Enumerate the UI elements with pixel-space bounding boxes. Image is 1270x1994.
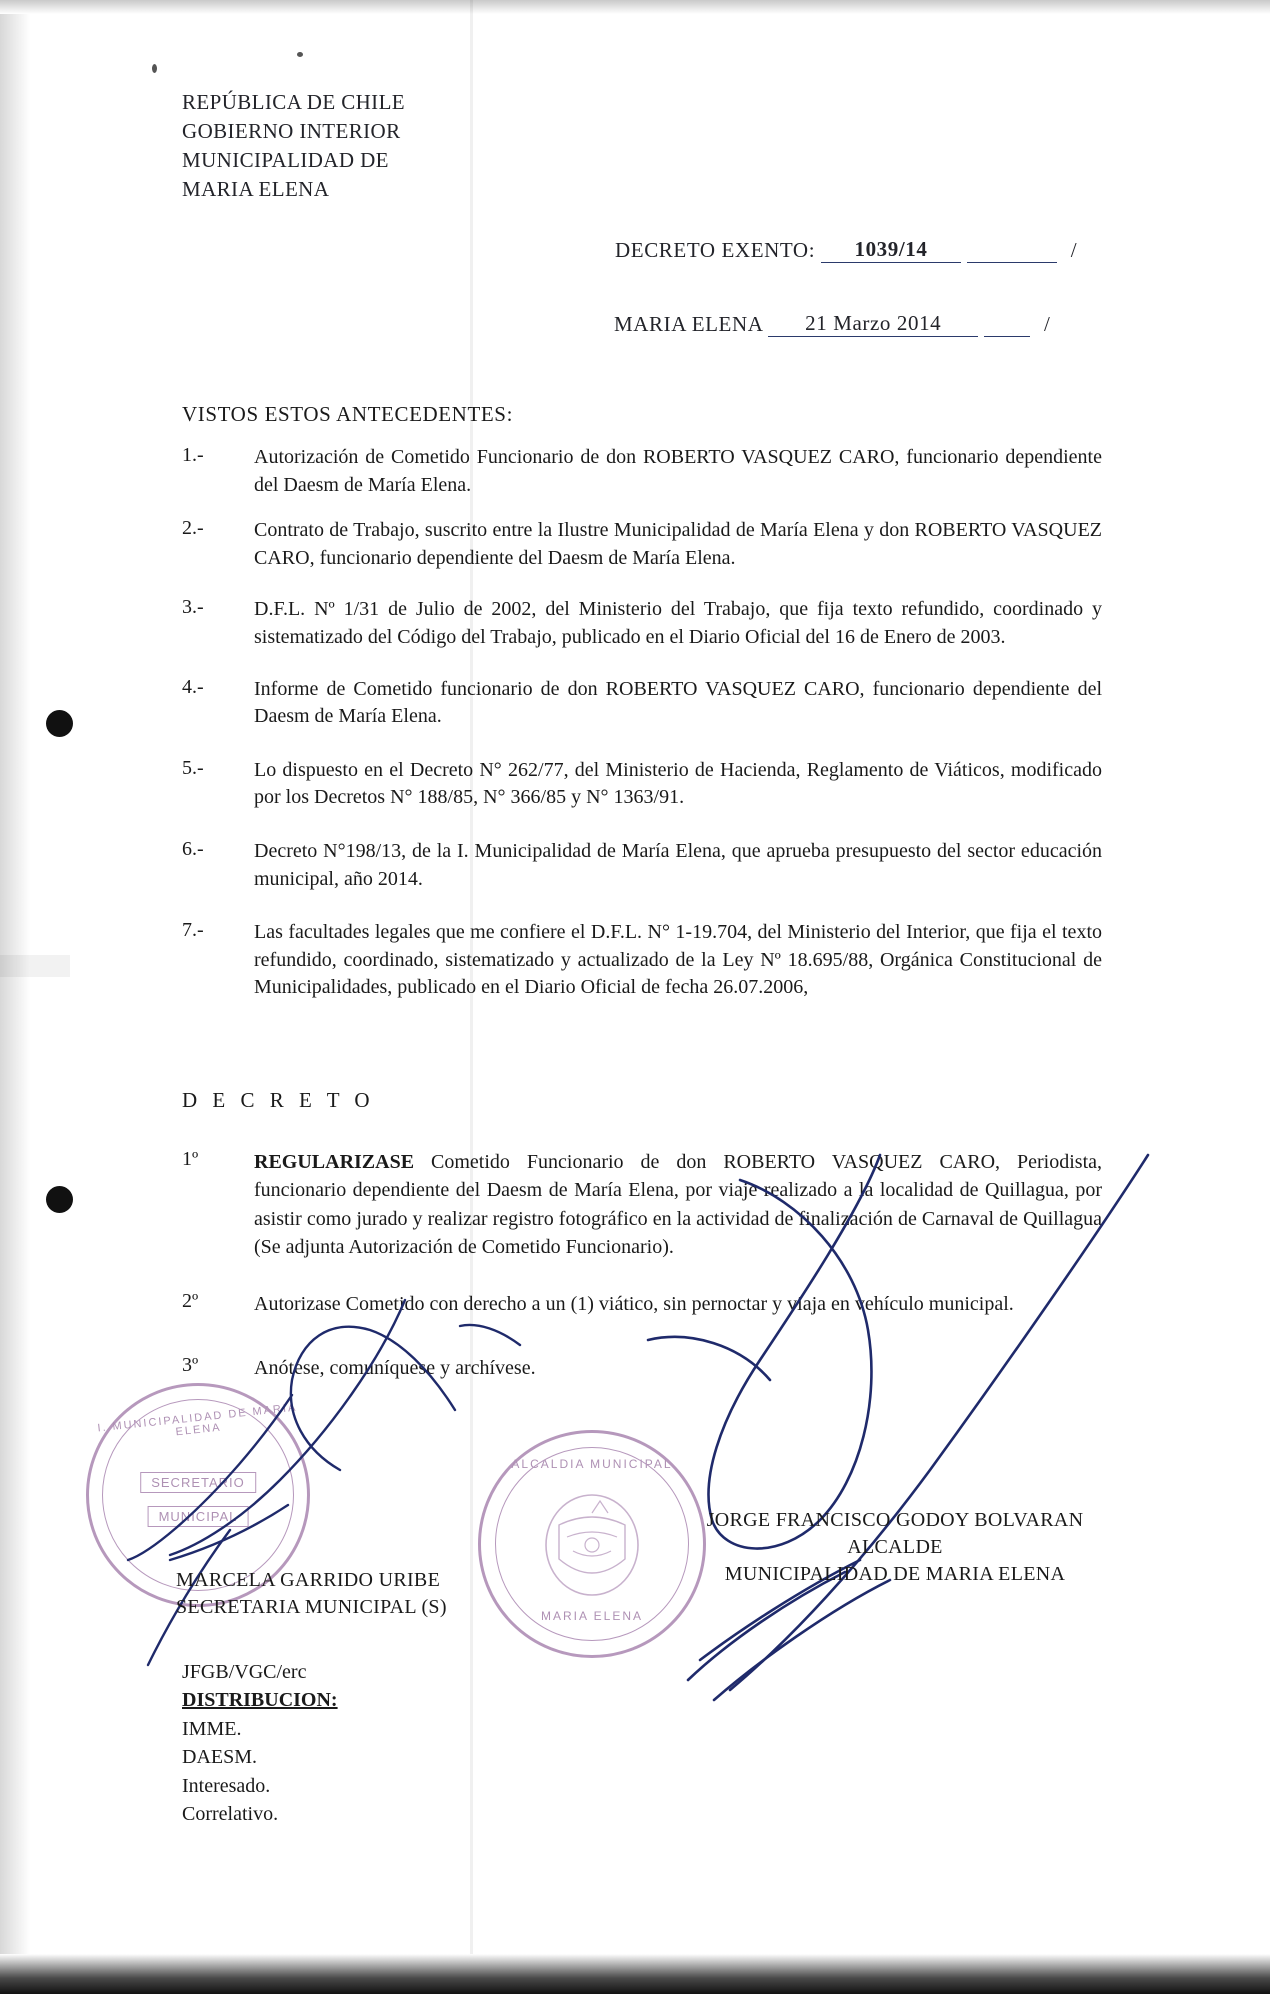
footer-initials: JFGB/VGC/erc — [182, 1661, 307, 1683]
place-date-line — [614, 311, 1050, 337]
scan-speck-1 — [152, 64, 157, 73]
item-text: Lo dispuesto en el Decreto N° 262/77, del Ministerio de Hacienda, Reglamento de Viáticos, modificado por los Decretos N° 188/85, N° 366/85 y N° 1363/91. — [254, 758, 1102, 809]
date-value: 21 Marzo 2014 — [768, 311, 978, 337]
resolution-item — [182, 1290, 1102, 1318]
item-index: 5.- — [182, 756, 204, 779]
scan-smudge — [0, 955, 70, 977]
item-index: 1.- — [182, 444, 204, 466]
item-index: 6.- — [182, 837, 204, 860]
signature-block-alcalde — [660, 1507, 1130, 1588]
list-item — [182, 757, 1102, 812]
hole-punch-mark-2 — [46, 1186, 73, 1213]
item-index: 2.- — [182, 517, 204, 540]
decreto-exento-line — [615, 237, 1077, 263]
letterhead-line-4: MARIA ELENA — [182, 176, 330, 201]
hole-punch-mark-1 — [46, 710, 73, 737]
item-text: Decreto N°198/13, de la I. Municipalidad de María Elena, que aprueba presupuesto del sector educación municipal, año 2014. — [254, 839, 1102, 890]
resolution-text — [254, 1148, 1102, 1262]
resolution-body: Cometido Funcionario de don ROBERTO VASQUEZ CARO, Periodista, funcionario dependiente del Daesm de María Elena, por viaje realizado a la localidad de Quillagua, por asistir como jurado y realizar registro fotográfico en la actividad de finalización de Carnaval de Quillagua (Se adjunta Autorización de Cometido Funcionario). — [254, 1151, 1102, 1259]
stamp-secretaria-center-2: MUNICIPAL — [148, 1506, 249, 1527]
alcalde-entity: MUNICIPALIDAD DE MARIA ELENA — [724, 1563, 1066, 1585]
resoluciones-list — [182, 1148, 1102, 1404]
item-text: Autorización de Cometido Funcionario de don ROBERTO VASQUEZ CARO, funcionario dependiente del Daesm de María Elena. — [254, 446, 1102, 496]
list-item — [182, 919, 1102, 1002]
scan-edge-top — [0, 0, 1270, 14]
stamp-secretaria-center-1: SECRETARIO — [140, 1472, 256, 1493]
place-label: MARIA ELENA — [614, 312, 763, 336]
stamp-alcaldia-arc-top: ALCALDIA MUNICIPAL — [511, 1457, 673, 1471]
item-index: 4.- — [182, 675, 204, 698]
signature-block-secretaria — [176, 1567, 447, 1621]
secretaria-name: MARCELA GARRIDO URIBE — [176, 1569, 441, 1591]
distribution-label: DISTRIBUCION: — [182, 1689, 338, 1712]
footer-block — [182, 1658, 338, 1828]
stamp-alcaldia-arc-bottom: MARIA ELENA — [540, 1609, 644, 1623]
alcalde-name: JORGE FRANCISCO GODOY BOLVARAN — [706, 1509, 1084, 1531]
item-text: D.F.L. Nº 1/31 de Julio de 2002, del Ministerio del Trabajo, que fija texto refundido, coordinado y sistematizado del Código del Trabajo, publicado en el Diario Oficial del 16 de Enero de 2003. — [254, 598, 1102, 648]
decreto-slash: / — [1070, 238, 1078, 262]
scan-edge-left — [0, 0, 30, 1994]
item-text: Contrato de Trabajo, suscrito entre la Ilustre Municipalidad de María Elena y don ROBERTO VASQUEZ CARO, funcionario dependiente del Daesm de María Elena. — [254, 519, 1102, 569]
list-item — [182, 596, 1102, 651]
distribution-item: IMME. — [182, 1717, 242, 1740]
letterhead-line-1: REPÚBLICA DE CHILE — [182, 90, 406, 114]
resolution-index: 2º — [182, 1289, 199, 1312]
distribution-item: Correlativo. — [182, 1802, 279, 1825]
letterhead-line-2: GOBIERNO INTERIOR — [182, 118, 401, 143]
letterhead-line-3: MUNICIPALIDAD DE — [182, 147, 389, 172]
decreto-heading: D E C R E T O — [182, 1088, 375, 1112]
decreto-exento-label: DECRETO EXENTO: — [615, 238, 816, 262]
distribution-item: DAESM. — [182, 1746, 258, 1769]
list-item — [182, 676, 1102, 731]
resolution-text: Anótese, comuníquese y archívese. — [254, 1356, 536, 1379]
resolution-lead: REGULARIZASE — [254, 1151, 415, 1173]
list-item — [182, 517, 1102, 572]
stamp-secretaria-arc-top: I. MUNICIPALIDAD DE MARIA ELENA — [96, 1401, 298, 1439]
alcalde-title: ALCALDE — [847, 1536, 943, 1558]
decreto-exento-number: 1039/14 — [821, 237, 961, 263]
list-item — [182, 444, 1102, 499]
item-text: Informe de Cometido funcionario de don ROBERTO VASQUEZ CARO, funcionario dependiente del Daesm de María Elena. — [254, 677, 1102, 728]
resolution-text: Autorizase Cometido con derecho a un (1) viático, sin pernoctar y viaja en vehículo municipal. — [254, 1292, 1014, 1315]
resolution-index: 1º — [182, 1148, 199, 1170]
secretaria-title: SECRETARIA MUNICIPAL (S) — [176, 1596, 447, 1618]
letterhead — [182, 88, 405, 204]
date-slash: / — [1043, 312, 1051, 336]
antecedentes-list — [182, 444, 1102, 1020]
vistos-title: VISTOS ESTOS ANTECEDENTES: — [182, 402, 514, 426]
resolution-item — [182, 1354, 1102, 1382]
resolution-item — [182, 1148, 1102, 1262]
scan-edge-bottom — [0, 1954, 1270, 1994]
item-index: 7.- — [182, 919, 204, 942]
item-index: 3.- — [182, 596, 204, 619]
resolution-index: 3º — [182, 1353, 199, 1376]
distribution-item: Interesado. — [182, 1774, 271, 1797]
list-item — [182, 838, 1102, 893]
item-text: Las facultades legales que me confiere el D.F.L. N° 1-19.704, del Ministerio del Interior, que fija el texto refundido, coordinado, sistematizado y actualizado de la Ley Nº 18.695/88, Orgánica Constitucional de Municipalidades, publicado en el Diario Oficial de fecha 26.07.2006, — [254, 921, 1102, 999]
scan-speck-2 — [297, 52, 303, 57]
